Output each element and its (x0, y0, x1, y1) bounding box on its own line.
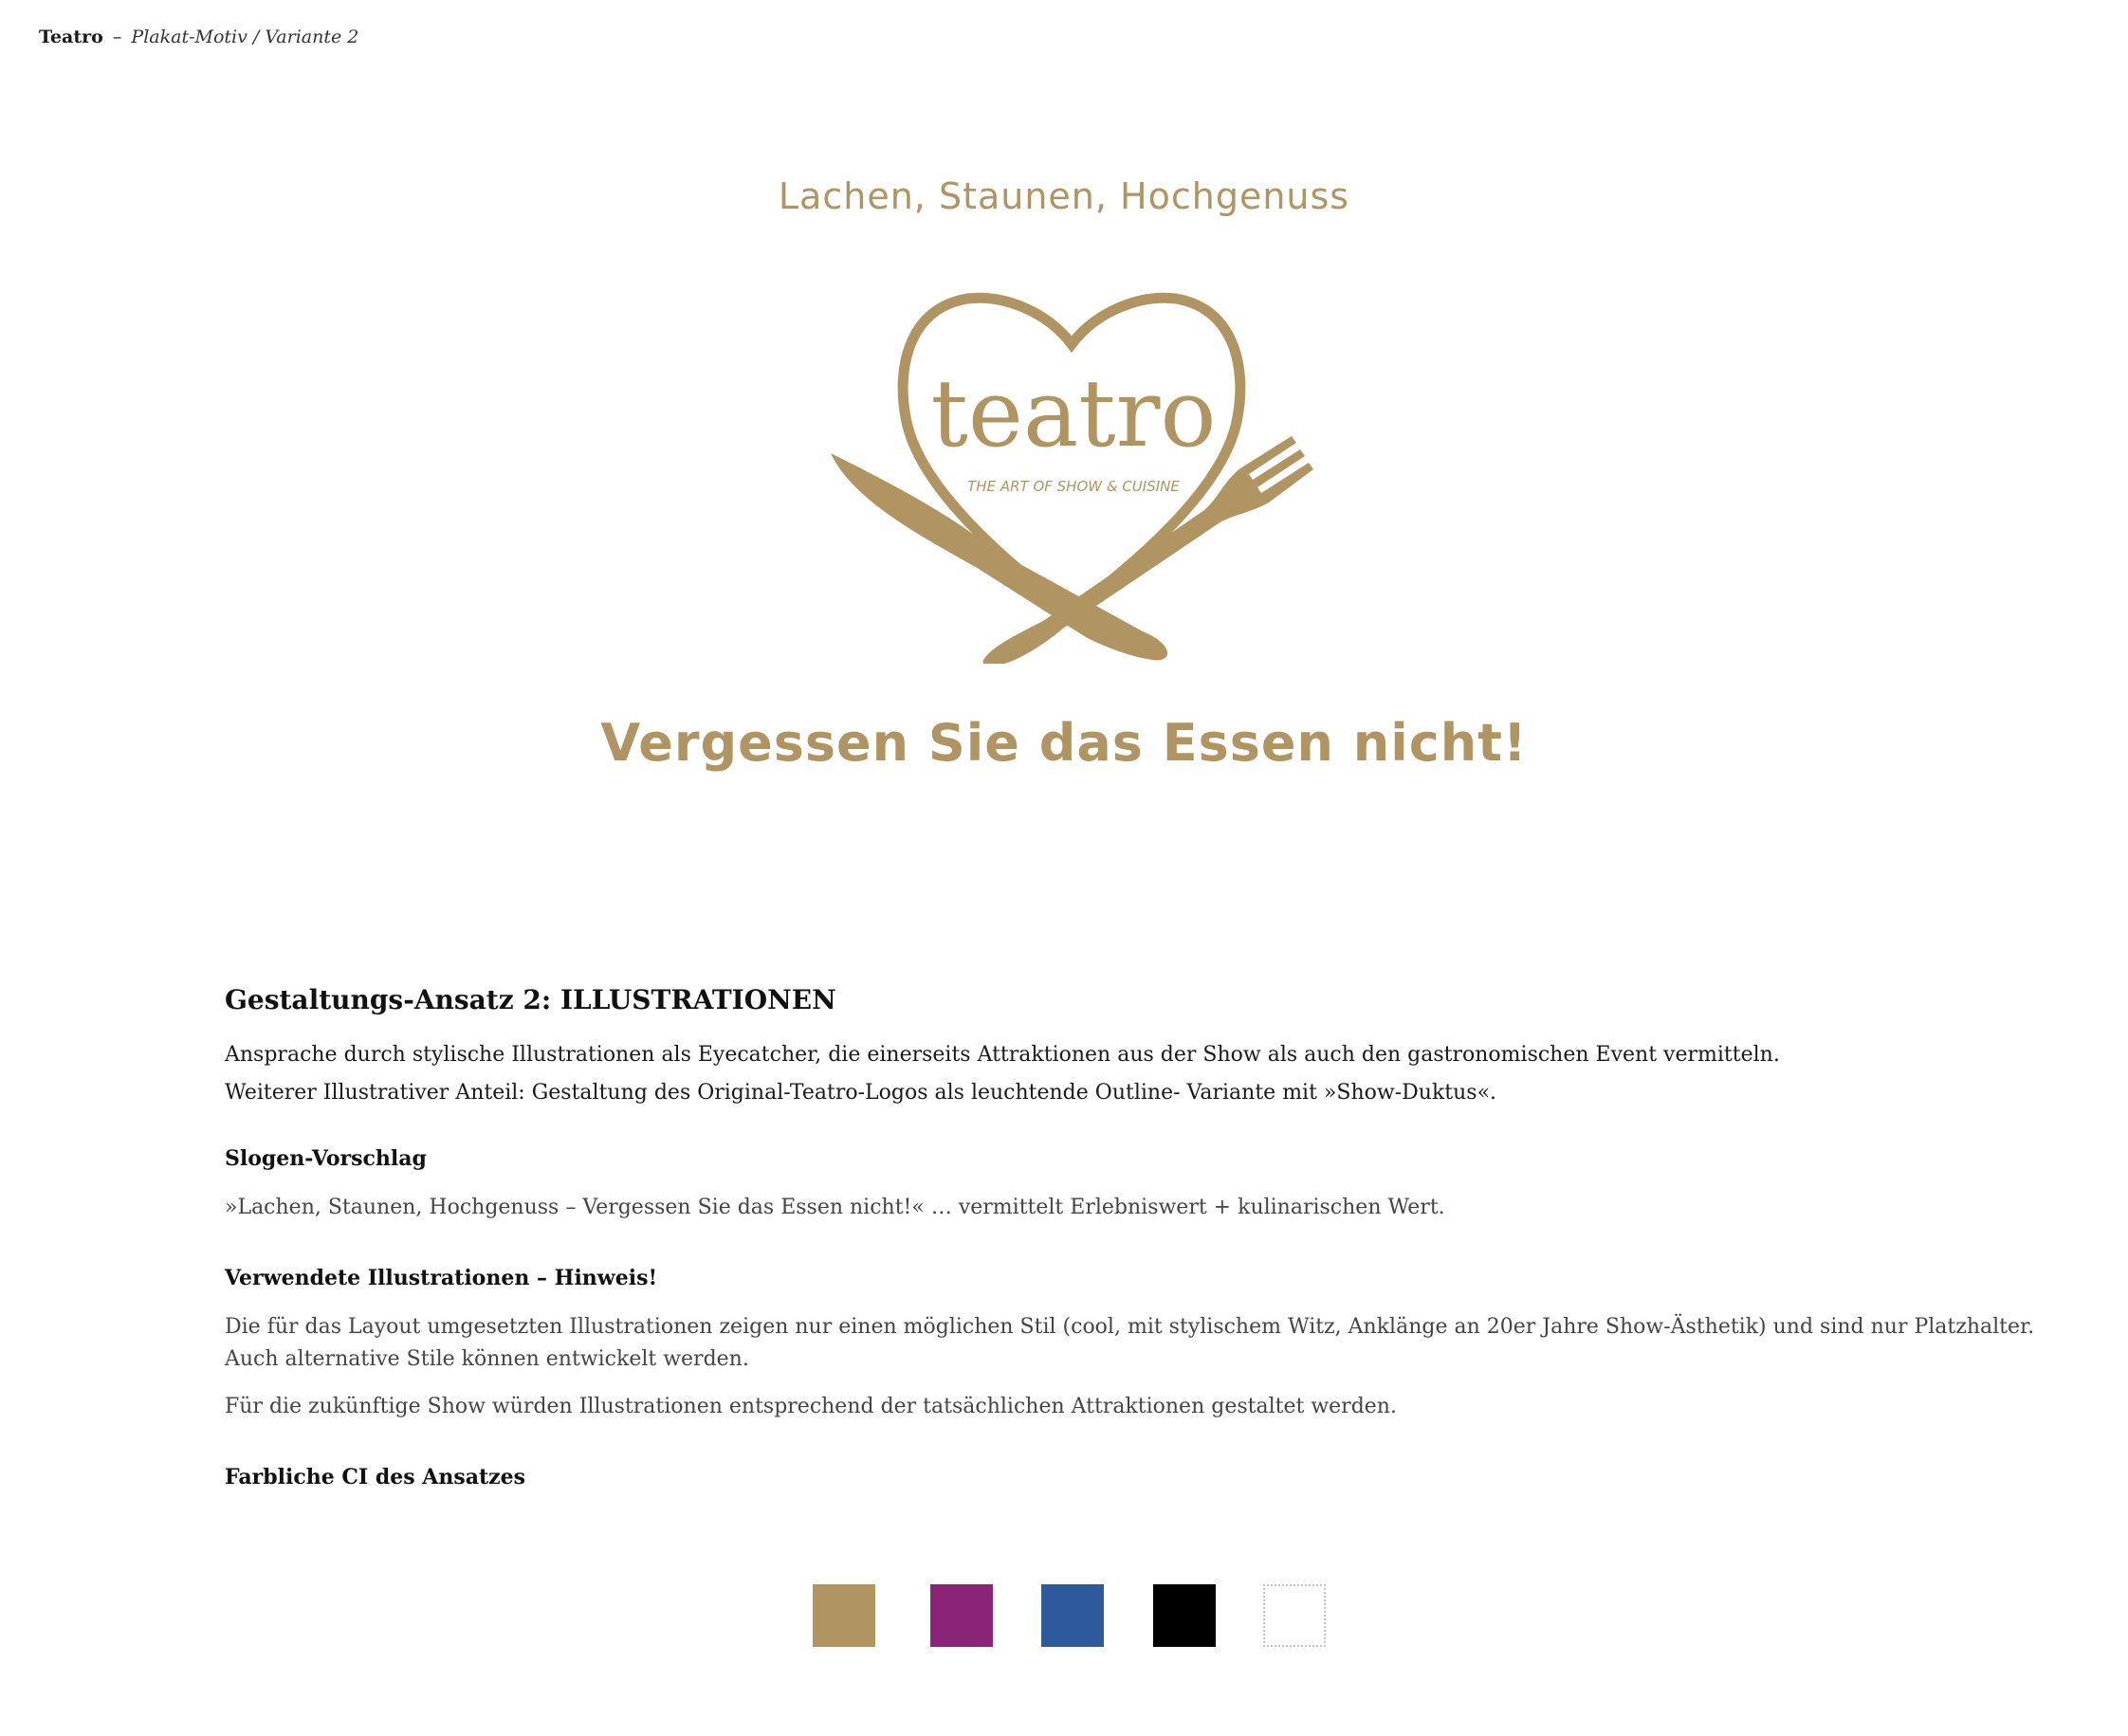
poster-slogan: Vergessen Sie das Essen nicht! (600, 713, 1528, 773)
teatro-logo (816, 284, 1328, 664)
illustration-block (225, 1266, 657, 1290)
header-brand: Teatro (39, 27, 103, 47)
swatch-blue (1041, 1584, 1104, 1647)
slogan-block (225, 1146, 427, 1171)
color-block (225, 1465, 525, 1489)
swatch-white (1263, 1584, 1326, 1647)
page-header (39, 27, 358, 47)
swatch-purple (930, 1584, 993, 1647)
slogan-text: »Lachen, Staunen, Hochgenuss – Vergessen Sie das Essen nicht!« … vermittelt Erlebniswert + kulinarischen Wert. (225, 1196, 1445, 1219)
header-subtitle: Plakat-Motiv / Variante 2 (131, 27, 359, 47)
illustration-line-2: Auch alternative Stile können entwickelt werden. (225, 1347, 749, 1371)
swatch-black (1153, 1584, 1216, 1647)
illustration-line-3: Für die zukünftige Show würden Illustrationen entsprechend der tatsächlichen Attraktionen gestaltet werden. (225, 1395, 1397, 1418)
header-separator: – (112, 27, 122, 47)
slogan-heading: Slogen-Vorschlag (225, 1146, 427, 1171)
section-title: Gestaltungs-Ansatz 2: ILLUSTRATIONEN (225, 984, 836, 1015)
illustration-text-block (225, 1311, 2034, 1423)
intro-block (225, 1039, 1780, 1109)
logo-claim: THE ART OF SHOW & CUISINE (967, 478, 1180, 495)
slogan-text-block (225, 1192, 1445, 1224)
color-heading: Farbliche CI des Ansatzes (225, 1465, 526, 1489)
intro-line-1: Ansprache durch stylische Illustrationen als Eyecatcher, die einerseits Attraktionen aus der Show als auch den gastronomischen Event vermitteln. (225, 1043, 1780, 1067)
illustration-heading: Verwendete Illustrationen – Hinweis! (225, 1266, 658, 1290)
poster-tagline: Lachen, Staunen, Hochgenuss (778, 175, 1350, 217)
swatch-gold (813, 1584, 875, 1647)
intro-line-2: Weiterer Illustrativer Anteil: Gestaltung des Original-Teatro-Logos als leuchtende Outline- Variante mit »Show-Duktus«. (225, 1081, 1497, 1105)
illustration-line-1: Die für das Layout umgesetzten Illustrationen zeigen nur einen möglichen Stil (cool, mit stylischem Witz, Anklänge an 20er Jahre Show-Ästhetik) und sind nur Platzhalter. (225, 1315, 2035, 1339)
logo-wordmark: teatro (930, 360, 1217, 468)
